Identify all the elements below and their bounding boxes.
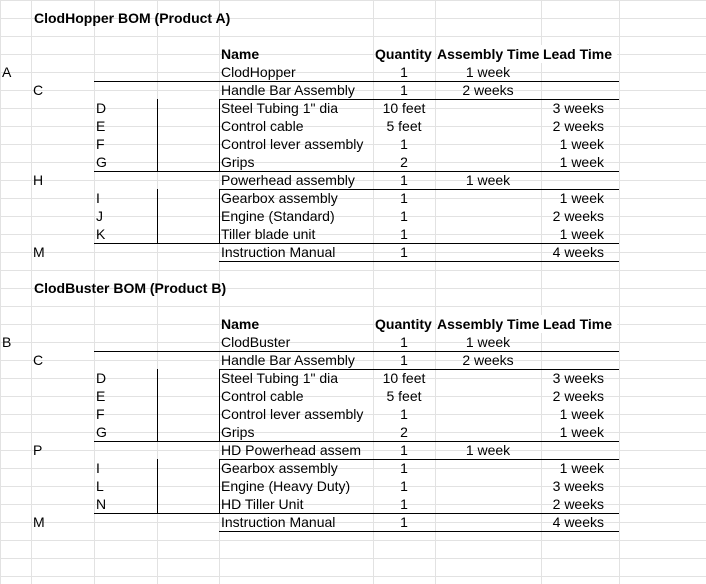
item-quantity[interactable]: 10 feet	[382, 370, 426, 386]
item-name[interactable]: Engine (Heavy Duty)	[221, 478, 351, 494]
item-lead-time[interactable]	[543, 81, 604, 99]
item-assembly-time[interactable]	[437, 135, 539, 153]
item-name[interactable]: ClodHopper	[221, 64, 296, 80]
header-quantity[interactable]: Quantity	[375, 315, 435, 333]
section-title: ClodBuster BOM (Product B)	[34, 280, 227, 296]
item-assembly-time[interactable]: 1 week	[465, 64, 511, 80]
item-name[interactable]: Steel Tubing 1" dia	[221, 370, 339, 386]
item-assembly-time[interactable]	[437, 513, 539, 531]
item-code[interactable]: G	[96, 424, 107, 440]
item-name[interactable]: Engine (Standard)	[221, 208, 335, 224]
item-name[interactable]: Gearbox assembly	[221, 460, 338, 476]
item-name[interactable]: Grips	[221, 154, 255, 170]
header-name[interactable]: Name	[221, 46, 260, 62]
item-assembly-time[interactable]: 2 weeks	[462, 82, 514, 98]
item-quantity[interactable]: 5 feet	[386, 118, 422, 134]
item-quantity[interactable]: 1	[400, 226, 408, 242]
item-lead-time[interactable]: 2 weeks	[552, 388, 604, 404]
item-code[interactable]: F	[96, 406, 105, 422]
item-code[interactable]: I	[96, 190, 100, 206]
header-lead-time[interactable]: Lead Time	[543, 45, 617, 63]
item-code[interactable]: I	[96, 460, 100, 476]
grid-line-vertical	[31, 0, 32, 584]
item-lead-time[interactable]: 1 week	[559, 406, 604, 422]
item-lead-time[interactable]: 3 weeks	[552, 100, 604, 116]
item-code[interactable]: C	[33, 82, 44, 98]
item-assembly-time[interactable]: 2 weeks	[462, 352, 514, 368]
item-assembly-time[interactable]	[437, 207, 539, 225]
grid-line-vertical	[541, 0, 542, 584]
item-code[interactable]: E	[96, 388, 106, 404]
item-quantity[interactable]: 1	[400, 172, 408, 188]
item-lead-time[interactable]: 2 weeks	[552, 118, 604, 134]
item-quantity[interactable]: 1	[400, 478, 408, 494]
cell-border	[219, 189, 220, 243]
item-code[interactable]: P	[33, 442, 43, 458]
cell-border	[157, 459, 158, 513]
item-lead-time[interactable]	[543, 351, 604, 369]
item-lead-time[interactable]: 2 weeks	[552, 208, 604, 224]
item-assembly-time[interactable]	[437, 405, 539, 423]
item-name[interactable]: Control cable	[221, 388, 304, 404]
item-code[interactable]: G	[96, 154, 107, 170]
cell-border	[219, 99, 220, 171]
grid-line-vertical	[0, 0, 1, 584]
item-lead-time[interactable]: 4 weeks	[552, 514, 604, 530]
item-code[interactable]: F	[96, 136, 105, 152]
item-name[interactable]: HD Tiller Unit	[221, 496, 304, 512]
item-lead-time[interactable]	[543, 333, 604, 351]
item-lead-time[interactable]: 3 weeks	[552, 370, 604, 386]
grid-line-horizontal	[0, 306, 706, 307]
header-name[interactable]: Name	[221, 316, 260, 332]
item-code[interactable]: K	[96, 226, 106, 242]
cell-border	[219, 531, 619, 532]
item-code[interactable]: E	[96, 118, 106, 134]
item-quantity[interactable]: 1	[400, 136, 408, 152]
section-title: ClodHopper BOM (Product A)	[34, 10, 231, 26]
item-assembly-time[interactable]	[437, 459, 539, 477]
item-code[interactable]: A	[2, 64, 12, 80]
item-name[interactable]: ClodBuster	[221, 334, 291, 350]
grid-line-horizontal	[0, 270, 706, 271]
item-lead-time[interactable]: 1 week	[559, 424, 604, 440]
item-lead-time[interactable]	[543, 441, 604, 459]
header-quantity[interactable]: Quantity	[375, 45, 435, 63]
item-assembly-time[interactable]	[437, 225, 539, 243]
item-assembly-time[interactable]	[437, 423, 539, 441]
grid-line-horizontal	[0, 576, 706, 577]
item-name[interactable]: Tiller blade unit	[221, 226, 316, 242]
grid-line-vertical	[435, 0, 436, 584]
item-name[interactable]: Steel Tubing 1" dia	[221, 100, 339, 116]
item-code[interactable]: M	[33, 514, 45, 530]
item-code[interactable]: L	[96, 478, 104, 494]
item-code[interactable]: D	[96, 100, 107, 116]
item-quantity[interactable]: 1	[400, 352, 408, 368]
item-assembly-time[interactable]: 1 week	[465, 442, 511, 458]
header-assembly-time[interactable]: Assembly Time	[437, 315, 543, 333]
item-quantity[interactable]: 10 feet	[382, 100, 426, 116]
cell-border	[219, 459, 220, 513]
item-quantity[interactable]: 1	[400, 460, 408, 476]
item-lead-time[interactable]: 4 weeks	[552, 244, 604, 260]
item-quantity[interactable]: 1	[400, 64, 408, 80]
item-lead-time[interactable]: 3 weeks	[552, 478, 604, 494]
cell-border	[157, 189, 158, 243]
item-name[interactable]: Grips	[221, 424, 255, 440]
grid-line-vertical	[619, 0, 620, 584]
item-assembly-time[interactable]	[437, 153, 539, 171]
item-quantity[interactable]: 1	[400, 442, 408, 458]
item-code[interactable]: H	[33, 172, 44, 188]
item-assembly-time[interactable]: 1 week	[465, 172, 511, 188]
item-name[interactable]: Instruction Manual	[221, 514, 336, 530]
item-name[interactable]: HD Powerhead assem	[221, 442, 362, 458]
item-quantity[interactable]: 1	[400, 514, 408, 530]
item-quantity[interactable]: 1	[400, 208, 408, 224]
item-assembly-time[interactable]	[437, 369, 539, 387]
item-quantity[interactable]: 1	[400, 82, 408, 98]
grid-line-horizontal	[0, 558, 706, 559]
item-quantity[interactable]: 1	[400, 334, 408, 350]
item-lead-time[interactable]: 1 week	[559, 460, 604, 476]
item-quantity[interactable]: 1	[400, 190, 408, 206]
item-quantity[interactable]: 2	[400, 154, 408, 170]
item-name[interactable]: Control cable	[221, 118, 304, 134]
item-lead-time[interactable]: 1 week	[559, 136, 604, 152]
item-code[interactable]: B	[2, 334, 12, 350]
item-assembly-time[interactable]	[437, 99, 539, 117]
item-lead-time[interactable]: 1 week	[559, 190, 604, 206]
item-lead-time[interactable]	[543, 63, 604, 81]
item-quantity[interactable]: 5 feet	[386, 388, 422, 404]
item-lead-time[interactable]: 1 week	[559, 154, 604, 170]
item-name[interactable]: Instruction Manual	[221, 244, 336, 260]
cell-border	[157, 369, 158, 441]
grid-line-horizontal	[0, 540, 706, 541]
cell-border	[219, 261, 619, 262]
item-code[interactable]: C	[33, 352, 44, 368]
item-assembly-time[interactable]	[437, 477, 539, 495]
item-lead-time[interactable]: 2 weeks	[552, 496, 604, 512]
item-assembly-time[interactable]	[437, 243, 539, 261]
item-quantity[interactable]: 1	[400, 496, 408, 512]
item-quantity[interactable]: 1	[400, 406, 408, 422]
item-code[interactable]: M	[33, 244, 45, 260]
item-quantity[interactable]: 1	[400, 244, 408, 260]
item-name[interactable]: Handle Bar Assembly	[221, 352, 355, 368]
item-lead-time[interactable]	[543, 171, 604, 189]
item-assembly-time[interactable]	[437, 189, 539, 207]
item-quantity[interactable]: 2	[400, 424, 408, 440]
item-assembly-time[interactable]	[437, 495, 539, 513]
item-assembly-time[interactable]: 1 week	[465, 334, 511, 350]
item-name[interactable]: Handle Bar Assembly	[221, 82, 355, 98]
grid-line-horizontal	[0, 36, 706, 37]
header-assembly-time[interactable]: Assembly Time	[437, 45, 543, 63]
item-code[interactable]: J	[96, 208, 103, 224]
item-name[interactable]: Control lever assembly	[221, 406, 364, 422]
cell-border	[219, 369, 220, 441]
grid-line-horizontal	[0, 0, 706, 1]
cell-border	[157, 99, 158, 171]
grid-line-vertical	[373, 0, 374, 584]
item-code[interactable]: D	[96, 370, 107, 386]
item-lead-time[interactable]: 1 week	[559, 226, 604, 242]
item-name[interactable]: Control lever assembly	[221, 136, 364, 152]
item-name[interactable]: Powerhead assembly	[221, 172, 355, 188]
item-assembly-time[interactable]	[437, 117, 539, 135]
item-assembly-time[interactable]	[437, 387, 539, 405]
item-name[interactable]: Gearbox assembly	[221, 190, 338, 206]
item-code[interactable]: N	[96, 496, 107, 512]
header-lead-time[interactable]: Lead Time	[543, 315, 617, 333]
